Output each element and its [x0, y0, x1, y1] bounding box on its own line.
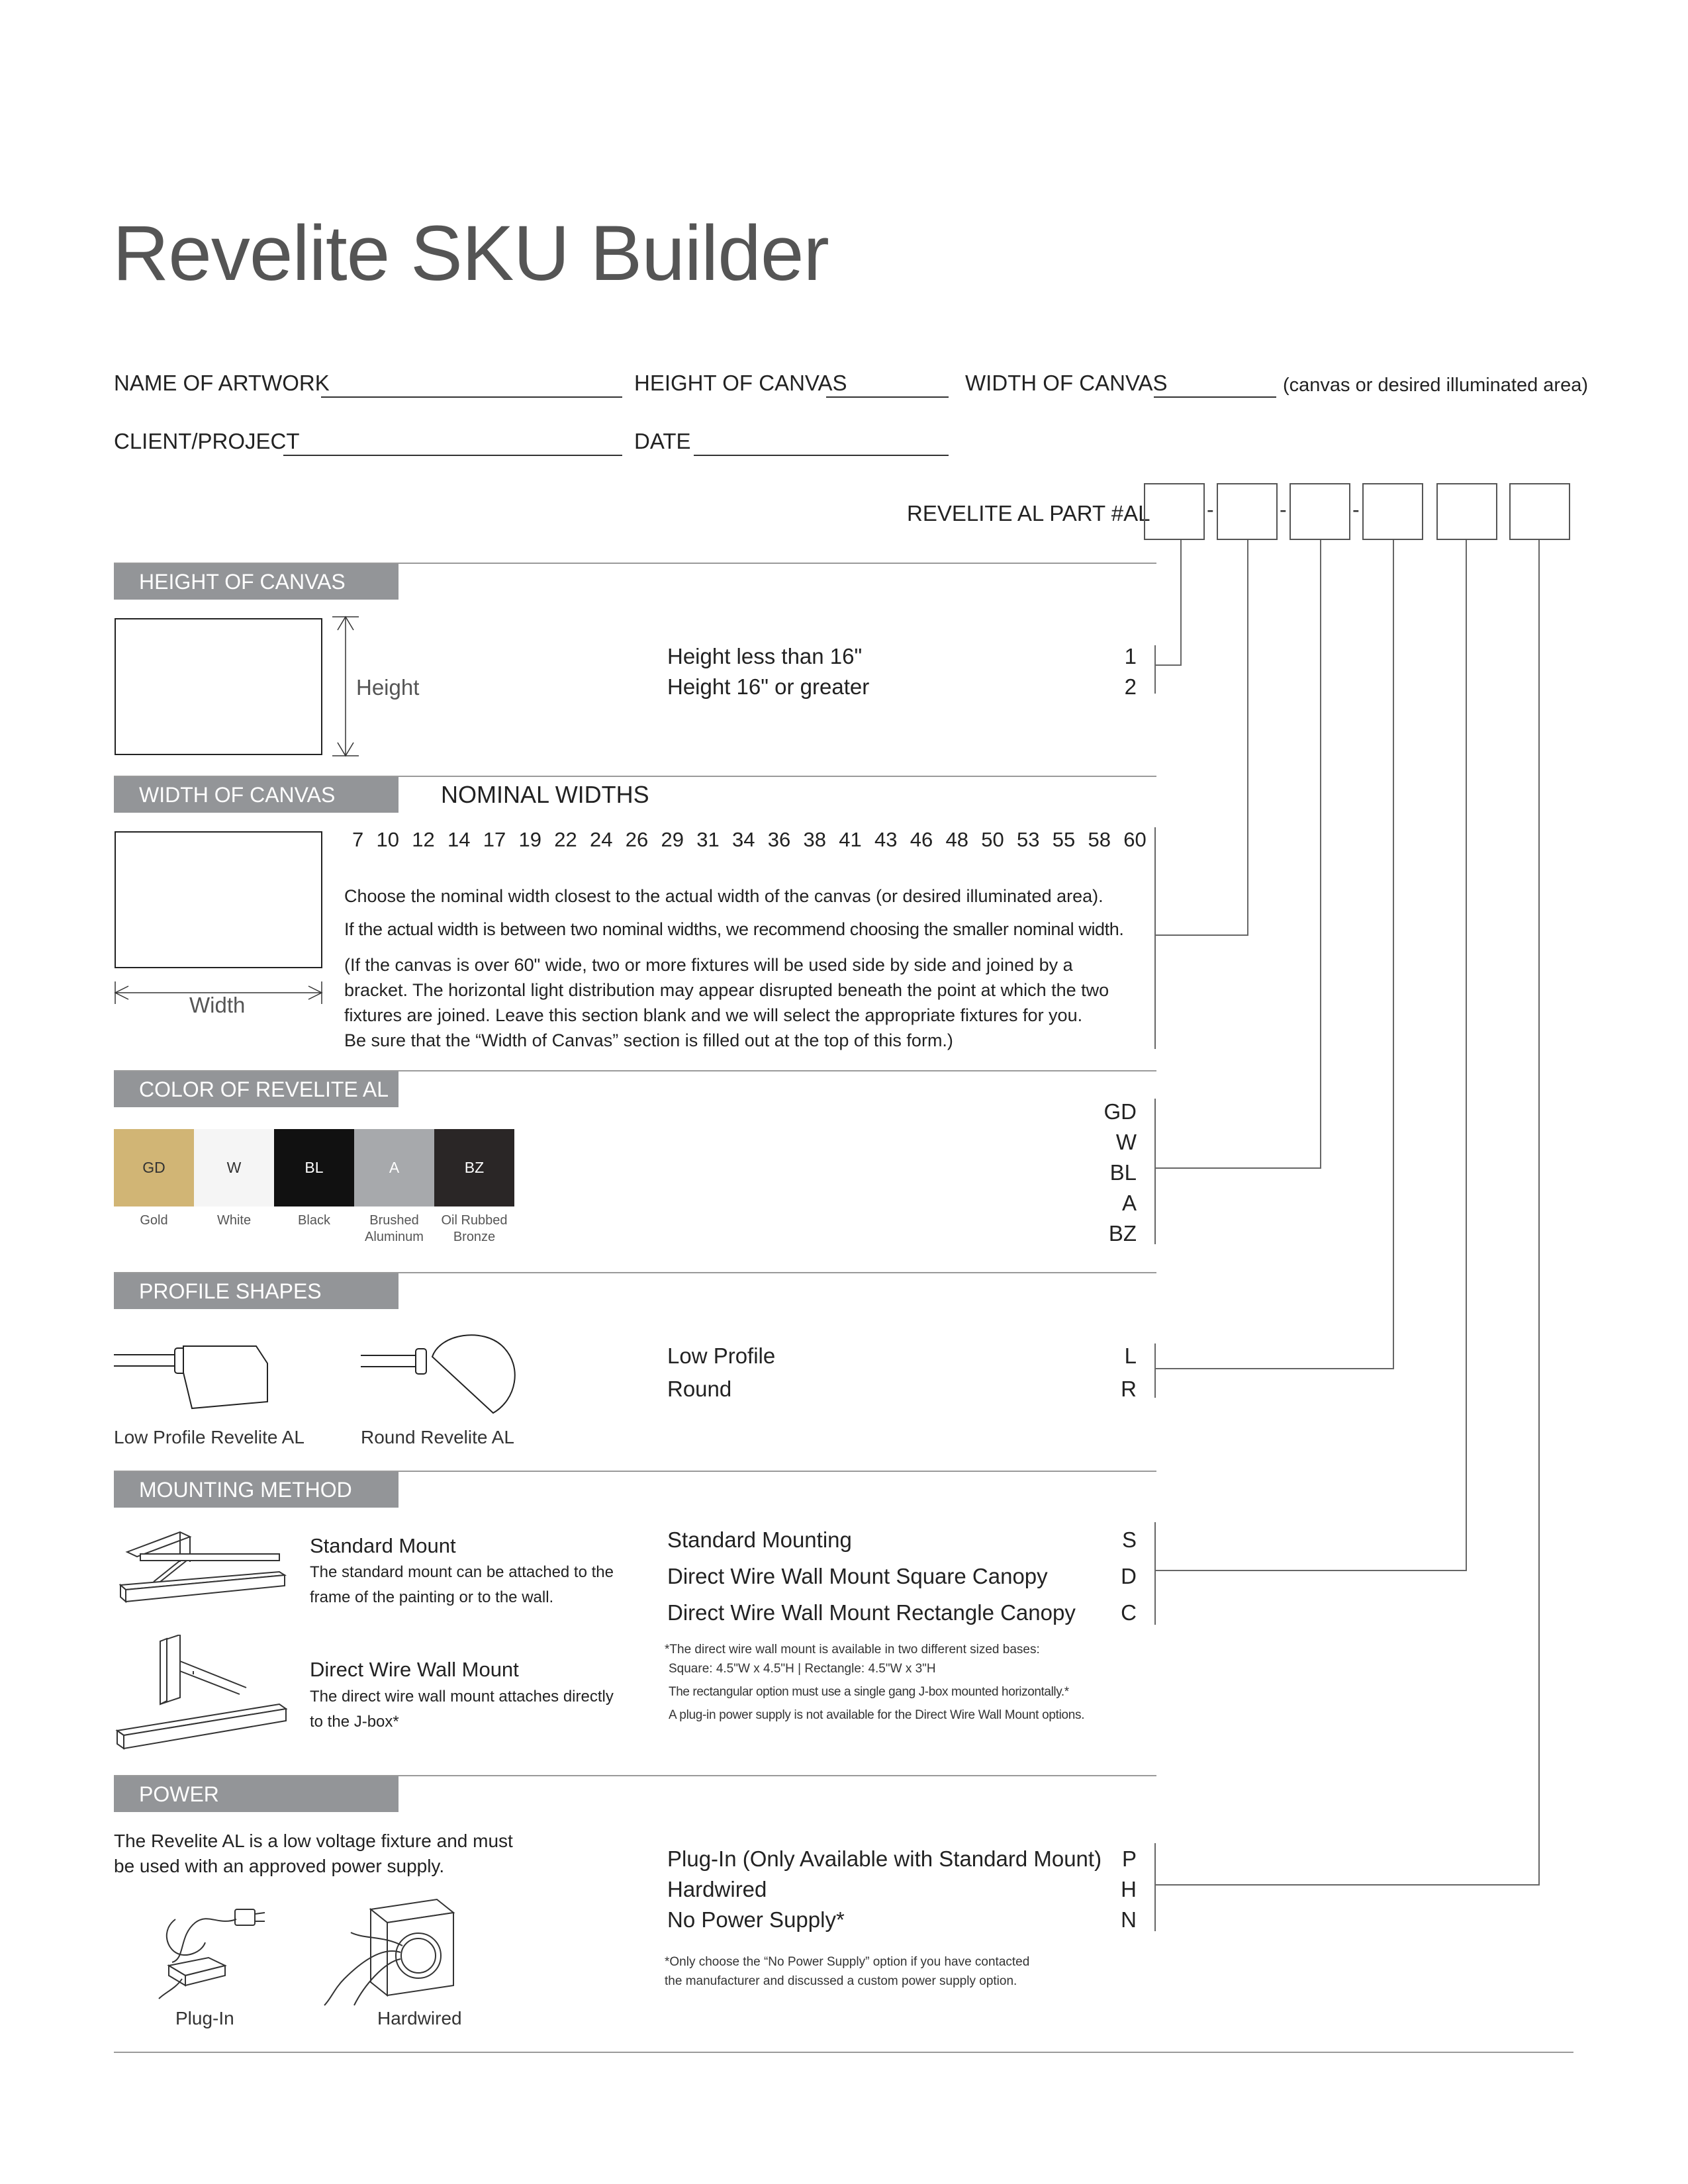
date-label: DATE	[634, 429, 691, 453]
power-option-label: Hardwired	[667, 1877, 767, 1901]
power-desc: The Revelite AL is a low voltage fixture and must	[114, 1831, 513, 1851]
height-option-label: Height 16" or greater	[667, 674, 870, 699]
swatch-brushed-aluminum[interactable]: A	[354, 1129, 434, 1206]
swatch-label: White	[216, 1213, 252, 1228]
standard-mount-icon	[114, 1522, 293, 1621]
nominal-width[interactable]: 17	[483, 828, 506, 851]
mounting-note: *The direct wire wall mount is available in two different sized bases:	[665, 1643, 1040, 1657]
mounting-option-code[interactable]: S	[1121, 1527, 1137, 1552]
power-option-code[interactable]: P	[1121, 1846, 1137, 1871]
direct-mount-desc: to the J-box*	[310, 1713, 399, 1731]
nominal-width[interactable]: 60	[1123, 828, 1147, 851]
width-note-line: fixtures are joined. Leave this section blank and we will select the appropriate fixtures for you.	[344, 1005, 1083, 1025]
plug-in-power-supply-icon	[156, 1899, 268, 2005]
width-note-line: bracket. The horizontal light distribution may appear disrupted beneath the point at which the two	[344, 980, 1109, 1000]
color-code[interactable]: BZ	[1108, 1221, 1137, 1246]
nominal-width[interactable]: 34	[732, 828, 755, 851]
height-diagram-label: Height	[356, 675, 420, 700]
part-dash: -	[1352, 498, 1360, 522]
power-desc: be used with an approved power supply.	[114, 1856, 445, 1876]
nominal-width[interactable]: 41	[839, 828, 862, 851]
profile-option-label: Low Profile	[667, 1343, 776, 1368]
standard-mount-desc: frame of the painting or to the wall.	[310, 1588, 554, 1606]
nominal-width[interactable]: 38	[803, 828, 826, 851]
standard-mount-desc: The standard mount can be attached to the	[310, 1563, 614, 1581]
height-section-header: HEIGHT OF CANVAS	[114, 564, 399, 600]
power-option-label: No Power Supply*	[667, 1907, 845, 1932]
mounting-option-label: Direct Wire Wall Mount Square Canopy	[667, 1564, 1048, 1588]
direct-mount-title: Direct Wire Wall Mount	[310, 1658, 519, 1681]
color-code[interactable]: GD	[1103, 1099, 1137, 1124]
canvas-note: (canvas or desired illuminated area)	[1283, 375, 1588, 396]
swatch-label: Black	[298, 1213, 330, 1228]
page-title: Revelite SKU Builder	[113, 210, 829, 297]
nominal-width[interactable]: 31	[696, 828, 720, 851]
nominal-width[interactable]: 7	[352, 828, 364, 851]
nominal-widths-heading: NOMINAL WIDTHS	[441, 781, 649, 808]
width-instruction: If the actual width is between two nominal widths, we recommend choosing the smaller nominal width.	[344, 919, 1124, 939]
color-swatches	[114, 1129, 514, 1206]
power-note: *Only choose the “No Power Supply” option if you have contacted	[665, 1955, 1030, 1969]
height-diagram	[114, 615, 365, 758]
power-note: the manufacturer and discussed a custom power supply option.	[665, 1974, 1017, 1988]
mounting-option-label: Direct Wire Wall Mount Rectangle Canopy	[667, 1600, 1076, 1625]
width-of-canvas-label: WIDTH OF CANVAS	[965, 371, 1168, 395]
width-note-line: (If the canvas is over 60" wide, two or more fixtures will be used side by side and joined by a	[344, 955, 1073, 975]
part-dash: -	[1207, 498, 1214, 522]
nominal-width[interactable]: 29	[661, 828, 684, 851]
nominal-width[interactable]: 10	[376, 828, 399, 851]
round-profile-fixture-icon	[361, 1327, 526, 1426]
nominal-width[interactable]: 14	[447, 828, 471, 851]
mounting-section-header: MOUNTING METHOD	[114, 1472, 399, 1508]
color-code[interactable]: W	[1115, 1130, 1137, 1154]
swatch-label: Brushed Aluminum	[365, 1213, 424, 1244]
nominal-width[interactable]: 58	[1088, 828, 1111, 851]
profile-option-code[interactable]: R	[1121, 1377, 1137, 1401]
color-code[interactable]: BL	[1109, 1160, 1137, 1185]
swatch-oil-rubbed-bronze[interactable]: BZ	[434, 1129, 514, 1206]
nominal-widths-list	[352, 828, 1147, 852]
nominal-width[interactable]: 55	[1052, 828, 1076, 851]
mounting-option-code[interactable]: D	[1121, 1564, 1137, 1588]
swatch-black[interactable]: BL	[274, 1129, 354, 1206]
width-instruction: Choose the nominal width closest to the actual width of the canvas (or desired illuminated area).	[344, 886, 1103, 906]
width-section-header: WIDTH OF CANVAS	[114, 777, 399, 813]
hardwired-caption: Hardwired	[377, 2008, 462, 2028]
nominal-width[interactable]: 22	[554, 828, 577, 851]
nominal-width[interactable]: 24	[590, 828, 613, 851]
swatch-gold[interactable]: GD	[114, 1129, 194, 1206]
power-option-code[interactable]: N	[1121, 1907, 1137, 1932]
nominal-width[interactable]: 46	[910, 828, 933, 851]
round-profile-caption: Round Revelite AL	[361, 1427, 514, 1447]
mounting-option-code[interactable]: C	[1121, 1600, 1137, 1625]
low-profile-fixture-icon	[114, 1330, 273, 1416]
nominal-width[interactable]: 53	[1017, 828, 1040, 851]
name-of-artwork-label: NAME OF ARTWORK	[114, 371, 330, 395]
swatch-label: Oil Rubbed Bronze	[441, 1213, 508, 1244]
swatch-label: Gold	[140, 1213, 168, 1228]
low-profile-caption: Low Profile Revelite AL	[114, 1427, 305, 1447]
color-code[interactable]: A	[1121, 1191, 1137, 1215]
nominal-width[interactable]: 12	[412, 828, 435, 851]
nominal-width[interactable]: 19	[518, 828, 541, 851]
direct-wire-mount-icon	[114, 1635, 293, 1754]
plug-in-caption: Plug-In	[175, 2008, 234, 2028]
width-note-line: Be sure that the “Width of Canvas” section is filled out at the top of this form.)	[344, 1030, 953, 1050]
swatch-labels	[114, 1212, 514, 1246]
profile-option-code[interactable]: L	[1124, 1343, 1137, 1368]
height-of-canvas-label: HEIGHT OF CANVAS	[634, 371, 847, 395]
hardwired-power-supply-icon	[318, 1893, 463, 2012]
power-section-header: POWER	[114, 1776, 399, 1812]
height-option-code[interactable]: 1	[1124, 644, 1137, 668]
part-number-label: REVELITE AL PART #AL	[907, 501, 1150, 525]
mounting-note: A plug-in power supply is not available for the Direct Wire Wall Mount options.	[669, 1708, 1085, 1722]
height-option-label: Height less than 16"	[667, 644, 863, 668]
nominal-width[interactable]: 36	[767, 828, 791, 851]
part-dash: -	[1280, 498, 1287, 522]
profile-option-label: Round	[667, 1377, 732, 1401]
nominal-width[interactable]: 50	[981, 828, 1004, 851]
color-section-header: COLOR OF REVELITE AL	[114, 1071, 399, 1107]
height-option-code[interactable]: 2	[1124, 674, 1137, 699]
mounting-note: Square: 4.5"W x 4.5"H | Rectangle: 4.5"W x 3"H	[669, 1662, 936, 1676]
direct-mount-desc: The direct wire wall mount attaches directly	[310, 1688, 614, 1706]
client-project-label: CLIENT/PROJECT	[114, 429, 300, 453]
width-diagram	[114, 831, 332, 1016]
width-diagram-label: Width	[189, 993, 246, 1017]
bottom-rule	[114, 2052, 1573, 2053]
power-option-code[interactable]: H	[1121, 1877, 1137, 1901]
nominal-width[interactable]: 48	[945, 828, 968, 851]
nominal-width[interactable]: 43	[874, 828, 898, 851]
profile-section-header: PROFILE SHAPES	[114, 1273, 399, 1309]
swatch-white[interactable]: W	[194, 1129, 274, 1206]
mounting-option-label: Standard Mounting	[667, 1527, 852, 1552]
mounting-note: The rectangular option must use a single gang J-box mounted horizontally.*	[669, 1685, 1069, 1699]
power-option-label: Plug-In (Only Available with Standard Mount)	[667, 1846, 1102, 1871]
standard-mount-title: Standard Mount	[310, 1534, 456, 1557]
nominal-width[interactable]: 26	[625, 828, 649, 851]
